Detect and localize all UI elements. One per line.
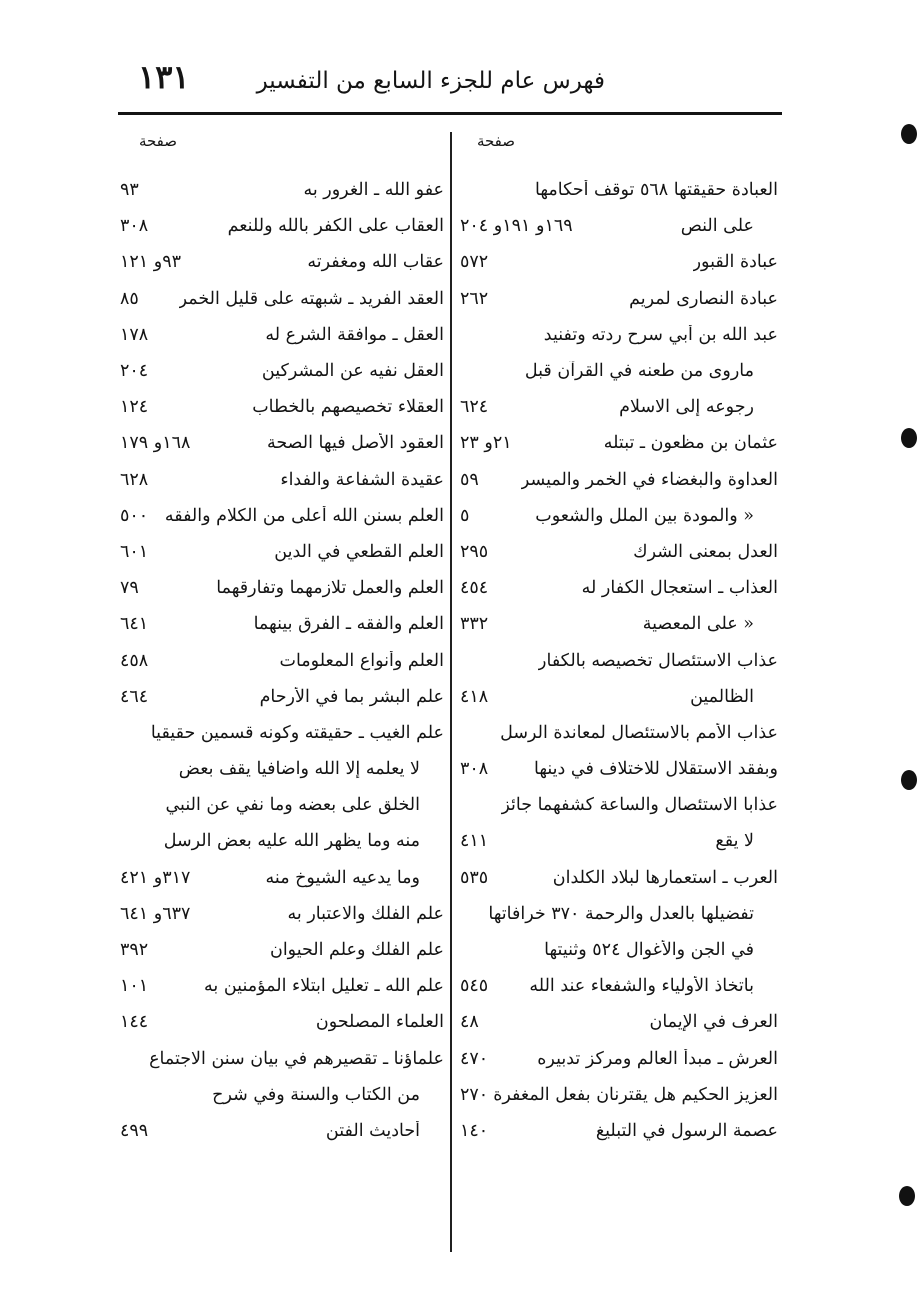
entry-text: عذابا الاستئصال والساعة كشفهما جائز xyxy=(501,795,778,816)
entry-page: ٦٠١ xyxy=(120,541,149,562)
entry-page: ١٢٤ xyxy=(120,397,149,418)
index-entry xyxy=(458,896,778,932)
index-entry xyxy=(458,1041,778,1077)
entry-text: عذاب الأمم بالاستئصال لمعاندة الرسل xyxy=(500,722,778,743)
entry-page: ٣٠٨ xyxy=(460,759,489,780)
index-entry xyxy=(458,281,778,317)
entry-page: ٤٧٠ xyxy=(460,1048,489,1069)
entry-page: ١٦٩و ١٩١و ٢٠٤ xyxy=(460,216,573,237)
entry-text: العبادة حقيقتها ٥٦٨ توقف أحكامها xyxy=(535,180,778,201)
entry-page: ٤٩٩ xyxy=(120,1120,149,1141)
entry-page: ٥٧٢ xyxy=(460,252,489,273)
index-entry xyxy=(118,389,444,425)
index-entry xyxy=(118,787,444,823)
entry-text: « على المعصية xyxy=(642,614,754,635)
index-entry xyxy=(458,172,778,208)
index-entry xyxy=(118,281,444,317)
entry-text: العلماء المصلحون xyxy=(315,1012,444,1033)
entry-page: ٩٣ xyxy=(120,180,139,201)
index-entry xyxy=(118,570,444,606)
entry-page: ١٠١ xyxy=(120,976,149,997)
entry-text: العرش ـ مبدأ العالم ومركز تدبيره xyxy=(537,1048,778,1069)
index-entry xyxy=(458,968,778,1004)
entry-text: العلم وأنواع المعلومات xyxy=(279,650,444,671)
entry-text: وما يدعيه الشيوخ منه xyxy=(265,867,420,888)
entry-text: باتخاذ الأولياء والشفعاء عند الله xyxy=(529,976,754,997)
index-entry xyxy=(118,606,444,642)
entry-page: ٦٢٨ xyxy=(120,469,149,490)
entry-page: ٤٦٤ xyxy=(120,686,149,707)
entry-text: العزيز الحكيم هل يقترنان بفعل المغفرة xyxy=(493,1084,778,1105)
entry-page: ٢٧٠ xyxy=(460,1084,489,1105)
entry-text: العقد الفريد ـ شبهته على قليل الخمر xyxy=(178,288,444,309)
index-entry xyxy=(458,425,778,461)
left-column-heading: صفحة xyxy=(138,132,177,150)
index-entry xyxy=(458,389,778,425)
index-entry xyxy=(118,679,444,715)
entry-page: ٢٦٢ xyxy=(460,288,489,309)
page-header xyxy=(120,56,780,104)
entry-page: ٣٠٨ xyxy=(120,216,149,237)
page-title: فهرس عام للجزء السابع من التفسير xyxy=(256,68,605,94)
entry-page: ٣١٧و ٤٢١ xyxy=(120,867,191,888)
entry-text: العلم والفقه ـ الفرق بينهما xyxy=(253,614,444,635)
entry-page: ٥٣٥ xyxy=(460,867,489,888)
index-entry xyxy=(458,932,778,968)
entry-text: في الجن والأغوال ٥٢٤ وثنيتها xyxy=(544,940,754,961)
entry-page: ١٤٤ xyxy=(120,1012,149,1033)
column-divider xyxy=(450,132,452,1252)
entry-page: ٦٣٧و ٦٤١ xyxy=(120,903,191,924)
entry-text: من الكتاب والسنة وفي شرح xyxy=(212,1084,420,1105)
entry-text: وبفقد الاستقلال للاختلاف في دينها xyxy=(533,759,778,780)
entry-text: عبادة النصارى لمريم xyxy=(629,288,778,309)
index-entry xyxy=(458,534,778,570)
index-entry xyxy=(458,570,778,606)
index-entry xyxy=(118,317,444,353)
entry-page: ٥٤٥ xyxy=(460,976,489,997)
index-entry xyxy=(118,534,444,570)
entry-text: علم الغيب ـ حقيقته وكونه قسمين حقيقيا xyxy=(150,722,444,743)
entry-text: أحاديث الفتن xyxy=(325,1120,420,1141)
entry-text: العدل بمعنى الشرك xyxy=(633,541,778,562)
index-entry xyxy=(458,679,778,715)
entry-text: الخلق على بعضه وما نفي عن النبي xyxy=(165,795,420,816)
index-entry xyxy=(458,823,778,859)
page-number: ١٣١ xyxy=(138,58,190,96)
index-entry xyxy=(458,244,778,280)
index-entry xyxy=(118,1041,444,1077)
index-entry xyxy=(118,1004,444,1040)
margin-blot xyxy=(901,770,917,790)
index-entry xyxy=(118,172,444,208)
left-column xyxy=(118,172,444,1149)
margin-blot xyxy=(901,428,917,448)
entry-text: ماروى من طعنه في القرآن قبل xyxy=(524,361,754,382)
entry-text: العقل نفيه عن المشركين xyxy=(261,361,444,382)
entry-text: عفو الله ـ الغرور به xyxy=(303,180,444,201)
index-entry xyxy=(118,353,444,389)
index-entry xyxy=(458,498,778,534)
index-entry xyxy=(118,860,444,896)
index-entry xyxy=(458,787,778,823)
index-entry xyxy=(118,498,444,534)
entry-text: عبادة القبور xyxy=(692,252,778,273)
entry-page: ٢٩٥ xyxy=(460,541,489,562)
entry-text: العرب ـ استعمارها لبلاد الكلدان xyxy=(552,867,778,888)
index-entry xyxy=(118,823,444,859)
index-entry xyxy=(458,860,778,896)
entry-text: لا يقع xyxy=(715,831,754,852)
entry-text: عذاب الاستئصال تخصيصه بالكفار xyxy=(538,650,778,671)
entry-text: علم الفلك وعلم الحيوان xyxy=(269,940,444,961)
index-entry xyxy=(458,317,778,353)
entry-text: العقلاء تخصيصهم بالخطاب xyxy=(252,397,444,418)
entry-page: ٣٩٢ xyxy=(120,940,149,961)
entry-page: ١٦٨و ١٧٩ xyxy=(120,433,191,454)
index-entry xyxy=(458,715,778,751)
entry-text: العذاب ـ استعجال الكفار له xyxy=(581,578,778,599)
right-column-heading: صفحة xyxy=(476,132,515,150)
index-entry xyxy=(118,968,444,1004)
index-entry xyxy=(118,1077,444,1113)
entry-page: ٤١١ xyxy=(460,831,489,852)
entry-text: عصمة الرسول في التبليغ xyxy=(595,1120,778,1141)
index-entry xyxy=(458,606,778,642)
entry-text: العقاب على الكفر بالله وللنعم xyxy=(227,216,444,237)
entry-page: ٨٥ xyxy=(120,288,139,309)
index-entry xyxy=(118,462,444,498)
entry-page: ١٤٠ xyxy=(460,1120,489,1141)
entry-page: ٣٣٢ xyxy=(460,614,489,635)
entry-text: العرف في الإيمان xyxy=(649,1012,778,1033)
entry-page: ٥ xyxy=(460,505,470,526)
entry-text: رجوعه إلى الاسلام xyxy=(619,397,754,418)
entry-text: عقاب الله ومغفرته xyxy=(307,252,444,273)
entry-page: ٦٤١ xyxy=(120,614,149,635)
entry-text: العقود الأصل فيها الصحة xyxy=(266,433,444,454)
index-entry xyxy=(458,353,778,389)
entry-text: « والمودة بين الملل والشعوب xyxy=(535,505,754,526)
entry-page: ٦٢٤ xyxy=(460,397,489,418)
entry-text: علم البشر بما في الأرحام xyxy=(259,686,444,707)
index-entry xyxy=(458,751,778,787)
entry-page: ٢١و ٢٣ xyxy=(460,433,512,454)
entry-text: علماؤنا ـ تقصيرهم في بيان سنن الاجتماع xyxy=(149,1048,444,1069)
entry-page: ٥٩ xyxy=(460,469,479,490)
entry-text: عبد الله بن أبي سرح ردته وتفنيد xyxy=(543,324,778,345)
entry-text: تفضيلها بالعدل والرحمة ٣٧٠ خرافاتها xyxy=(488,903,754,924)
entry-page: ٥٠٠ xyxy=(120,505,149,526)
entry-page: ٤٥٨ xyxy=(120,650,149,671)
entry-page: ٤١٨ xyxy=(460,686,489,707)
entry-text: علم الفلك والاعتبار به xyxy=(287,903,444,924)
index-entry xyxy=(458,1077,778,1113)
entry-page: ٧٩ xyxy=(120,578,139,599)
index-entry xyxy=(458,1113,778,1149)
entry-text: الظالمين xyxy=(690,686,754,707)
margin-blot xyxy=(901,124,917,144)
index-entry xyxy=(118,896,444,932)
entry-text: العلم بسنن الله أعلى من الكلام والفقه xyxy=(164,505,444,526)
index-entry xyxy=(118,715,444,751)
entry-page: ٤٨ xyxy=(460,1012,479,1033)
index-entry xyxy=(118,244,444,280)
entry-page: ١٧٨ xyxy=(120,324,149,345)
index-entry xyxy=(458,1004,778,1040)
header-rule xyxy=(118,112,782,115)
index-entry xyxy=(118,642,444,678)
entry-text: عقيدة الشفاعة والفداء xyxy=(280,469,444,490)
entry-text: لا يعلمه إلا الله واضافيا يقف بعض xyxy=(178,759,420,780)
index-entry xyxy=(118,751,444,787)
entry-page: ٩٣و ١٢١ xyxy=(120,252,182,273)
margin-blot xyxy=(899,1186,915,1206)
index-entry xyxy=(458,462,778,498)
right-column xyxy=(458,172,778,1149)
index-entry xyxy=(118,425,444,461)
entry-text: علم الله ـ تعليل ابتلاء المؤمنين به xyxy=(204,976,444,997)
index-entry xyxy=(458,208,778,244)
entry-page: ٢٠٤ xyxy=(120,361,149,382)
index-entry xyxy=(118,208,444,244)
entry-page: ٤٥٤ xyxy=(460,578,489,599)
index-entry xyxy=(118,1113,444,1149)
entry-text: على النص xyxy=(680,216,754,237)
entry-text: العداوة والبغضاء في الخمر والميسر xyxy=(520,469,778,490)
entry-text: العلم القطعي في الدين xyxy=(274,541,444,562)
entry-text: منه وما يظهر الله عليه بعض الرسل xyxy=(163,831,420,852)
entry-text: عثمان بن مظعون ـ تبتله xyxy=(603,433,778,454)
index-entry xyxy=(118,932,444,968)
entry-text: العقل ـ موافقة الشرع له xyxy=(265,324,444,345)
index-entry xyxy=(458,642,778,678)
entry-text: العلم والعمل تلازمهما وتفارقهما xyxy=(216,578,444,599)
